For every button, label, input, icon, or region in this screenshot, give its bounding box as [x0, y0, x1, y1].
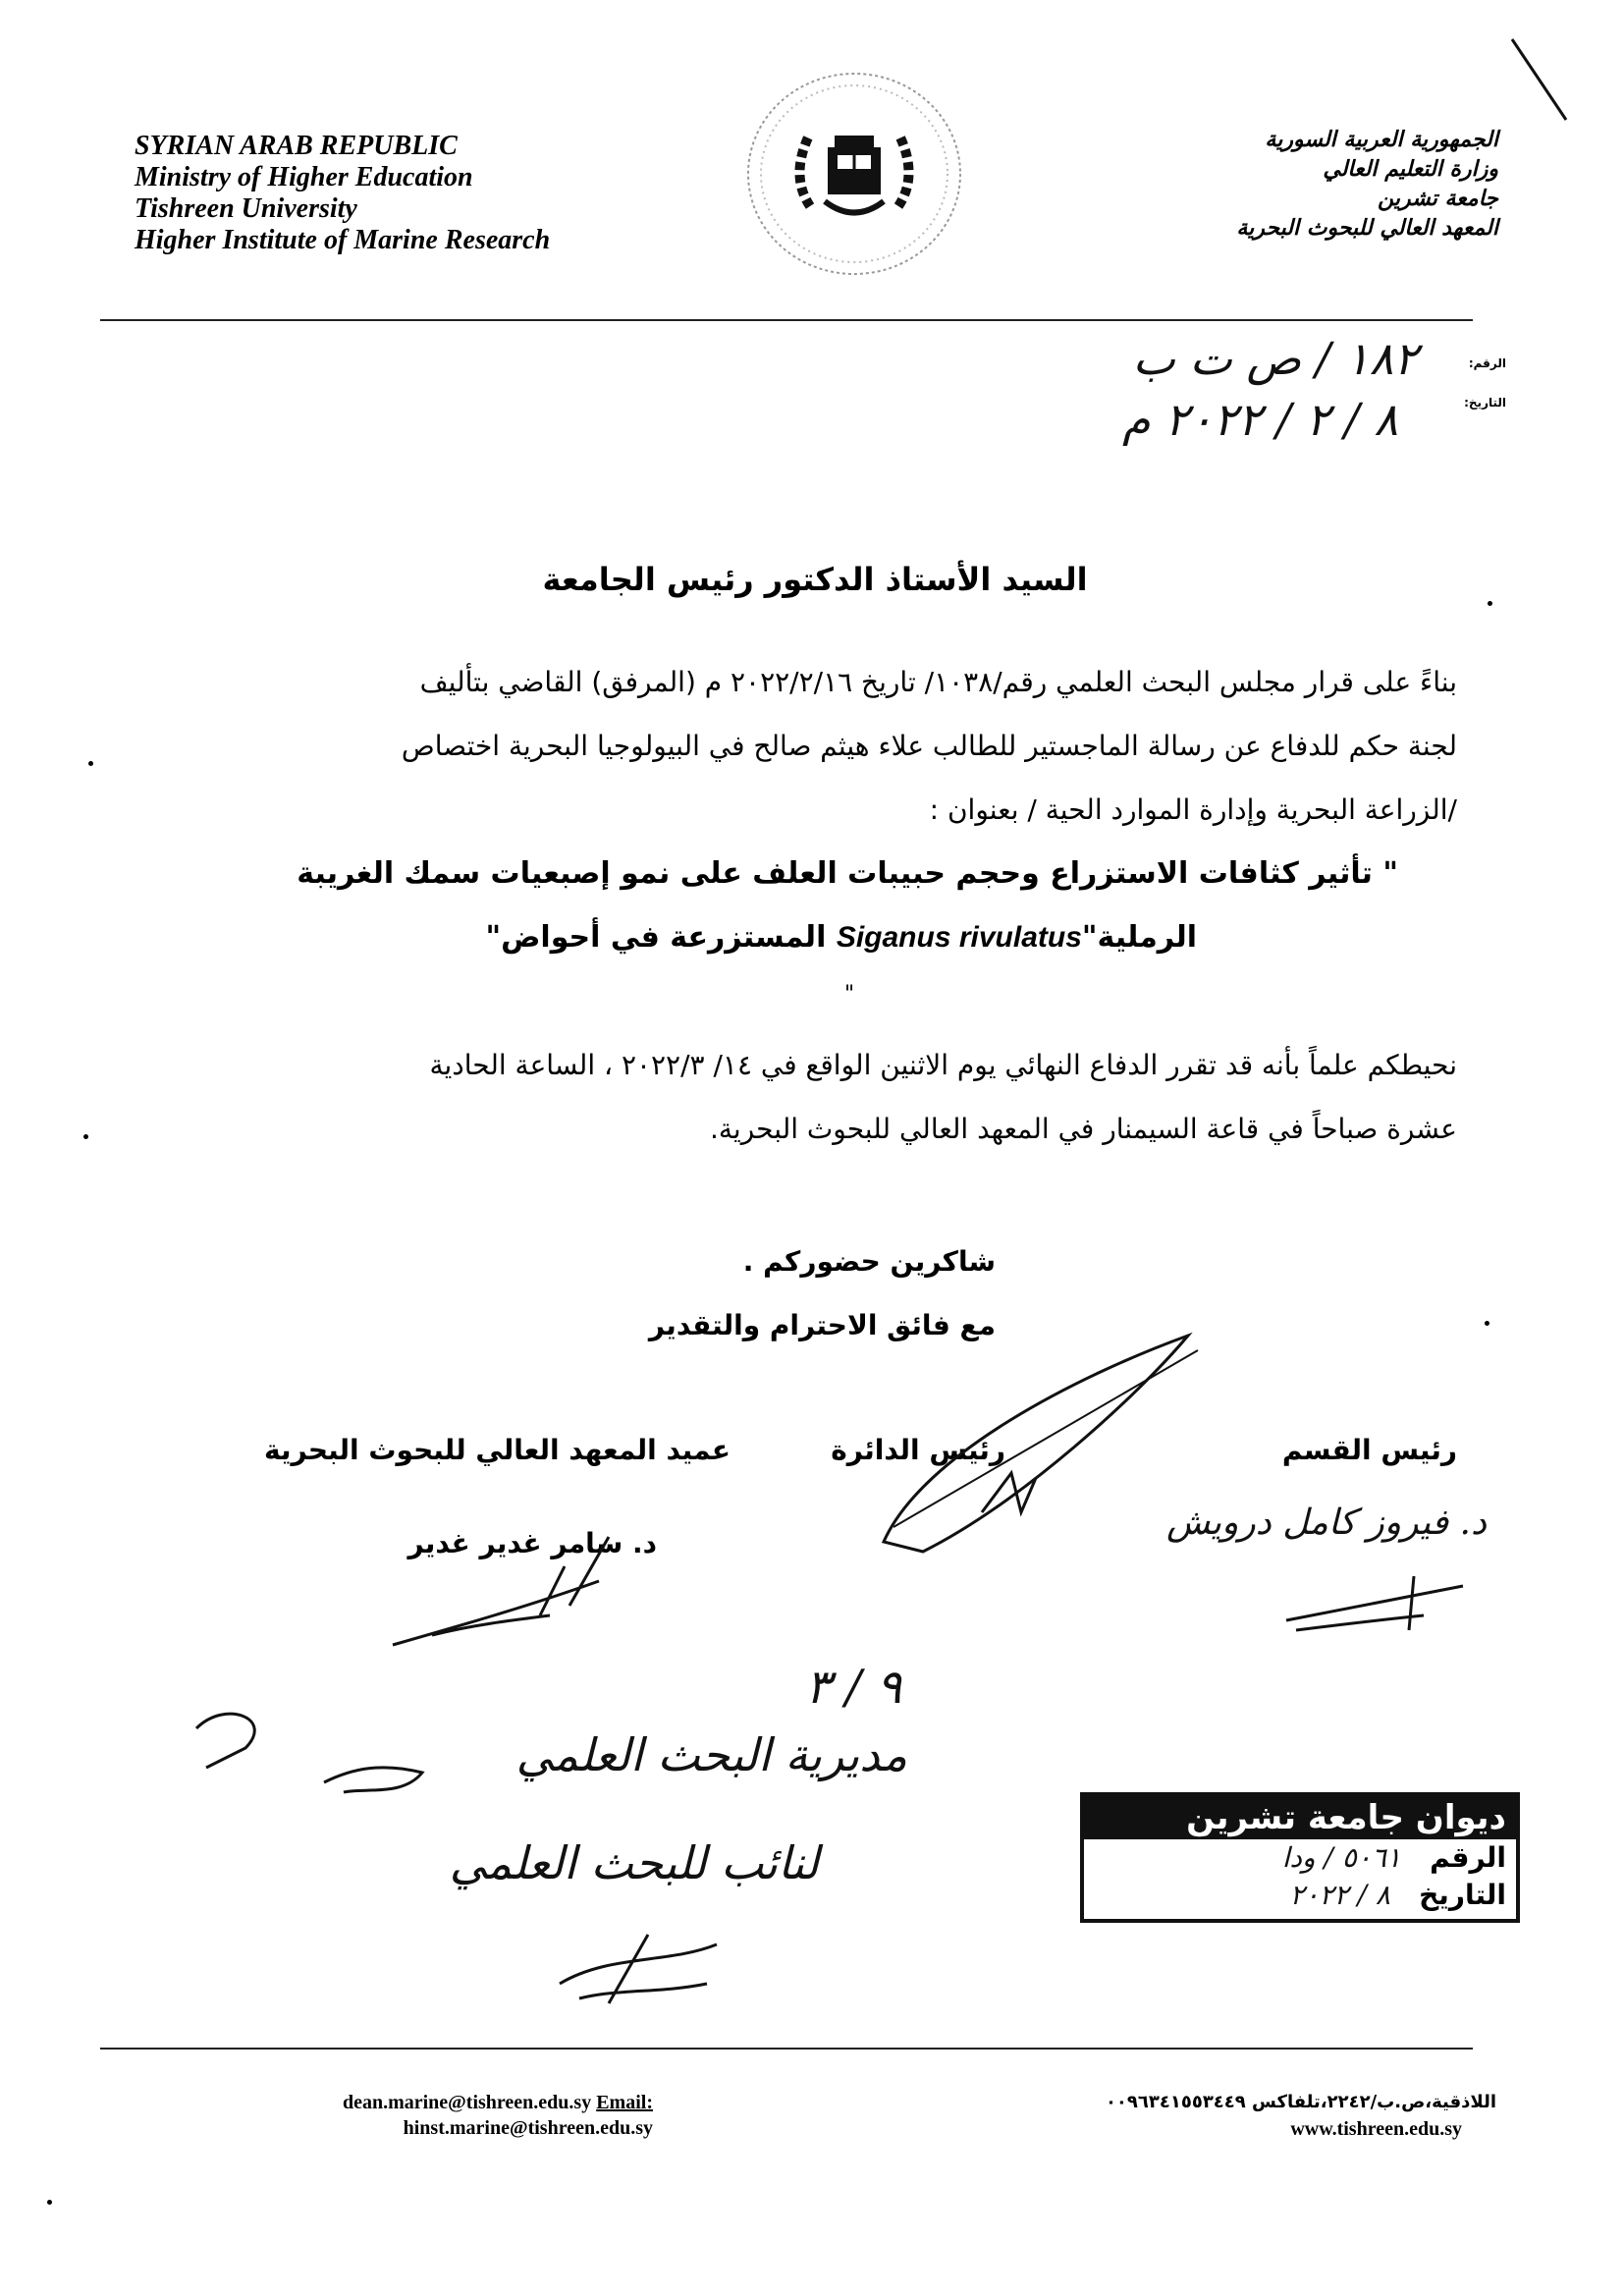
margin-dot	[1485, 1321, 1489, 1326]
footer-email-label: Email:	[596, 2092, 653, 2113]
country-name-ar: الجمهورية العربية السورية	[1265, 128, 1498, 152]
stamp-number-row	[1084, 1839, 1516, 1877]
closing-quote: "	[844, 982, 855, 1007]
thesis-title-post: المستزرعة في أحواض"	[485, 920, 827, 955]
body-line-2: لجنة حكم للدفاع عن رسالة الماجستير للطالب علاء هيثم صالح في البيولوجيا البحرية اختصاص	[401, 730, 1457, 762]
reference-date-label: التاريخ:	[1464, 396, 1506, 410]
dean-signature	[373, 1527, 628, 1655]
reference-labels	[1418, 344, 1506, 422]
directorate-signature	[864, 1316, 1218, 1571]
dept-head-name: د. فيروز كامل درويش	[1166, 1503, 1487, 1543]
lower-signature	[550, 1925, 727, 2013]
registry-stamp	[1080, 1792, 1520, 1923]
dept-head-title: رئيس القسم	[1281, 1434, 1457, 1466]
margin-dot	[88, 761, 93, 766]
salutation: السيد الأستاذ الدكتور رئيس الجامعة	[542, 561, 1088, 598]
institute-name-en: Higher Institute of Marine Research	[135, 225, 551, 255]
thesis-title-pre: الرملية"	[1081, 920, 1197, 955]
footer-email-1[interactable]: dean.marine@tishreen.edu.sy	[342, 2092, 592, 2113]
footer-address: اللاذقية،ص.ب/٢٢٤٢،تلفاكس ٠٠٩٦٣٤١٥٥٣٤٤٩	[1105, 2092, 1496, 2112]
margin-dot	[47, 2200, 52, 2205]
thesis-title-line-2	[485, 913, 1197, 962]
vice-president-signature	[187, 1699, 442, 1807]
dean-title: عميد المعهد العالي للبحوث البحرية	[264, 1434, 731, 1466]
country-name-en: SYRIAN ARAB REPUBLIC	[135, 131, 458, 161]
university-seal-logo	[741, 69, 967, 280]
footer-contact-left	[241, 2090, 653, 2141]
institute-name-ar: المعهد العالي للبحوث البحرية	[1236, 216, 1498, 241]
footer-divider	[100, 2048, 1473, 2050]
handwritten-note-vice-president: لنائب للبحث العلمي	[449, 1836, 819, 1889]
ministry-name-ar: وزارة التعليم العالي	[1323, 157, 1498, 182]
header-divider	[100, 319, 1473, 321]
body-line-4: نحيطكم علماً بأنه قد تقرر الدفاع النهائي يوم الاثنين الواقع في ١٤/ ٢٠٢٢/٣ ، الساعة الحادية	[429, 1049, 1457, 1081]
stamp-date-label: التاريخ	[1419, 1879, 1506, 1911]
arabic-letterhead	[1106, 126, 1498, 244]
body-line-3: /الزراعة البحرية وإدارة الموارد الحية / بعنوان :	[929, 793, 1457, 826]
english-letterhead	[135, 131, 645, 256]
body-line-1: بناءً على قرار مجلس البحث العلمي رقم/١٠٣٨/ تاريخ ٢٠٢٢/٢/١٦ م (المرفق) القاضي بتأليف	[419, 666, 1457, 698]
handwritten-note-date: ٩ / ٣	[805, 1660, 902, 1715]
dean-name: د. سامر غدير غدير	[407, 1527, 657, 1559]
footer-email-2[interactable]: hinst.marine@tishreen.edu.sy	[403, 2117, 653, 2139]
reference-date-value: ٨ / ٢ / ٢٠٢٢ م	[1122, 393, 1398, 446]
stamp-number-value: ٥٠٦١ / ودا	[1281, 1841, 1401, 1874]
corner-pen-mark	[1502, 29, 1581, 128]
university-name-ar: جامعة تشرين	[1378, 187, 1498, 211]
margin-dot	[1488, 601, 1492, 606]
reference-number-value: ١٨٢ / ص ت ب	[1132, 332, 1418, 385]
thesis-title-line-1: " تأثير كثافات الاستزراع وحجم حبيبات العلف على نمو إصبعيات سمك الغريبة	[297, 856, 1398, 891]
stamp-number-label: الرقم	[1430, 1841, 1506, 1874]
stamp-title: ديوان جامعة تشرين	[1084, 1796, 1516, 1839]
university-name-en: Tishreen University	[135, 193, 357, 224]
dept-head-signature	[1276, 1571, 1473, 1650]
thanks-line: شاكرين حضوركم .	[742, 1245, 996, 1278]
handwritten-note-directorate: مديرية البحث العلمي	[515, 1728, 907, 1781]
ministry-name-en: Ministry of Higher Education	[135, 162, 473, 192]
stamp-date-value: ٨ / ٢٠٢٢	[1289, 1879, 1390, 1911]
species-name: Siganus rivulatus	[836, 921, 1082, 954]
regards-line: مع فائق الاحترام والتقدير	[648, 1309, 996, 1341]
footer-website[interactable]: www.tishreen.edu.sy	[1290, 2118, 1462, 2140]
margin-dot	[83, 1134, 88, 1139]
reference-number-label: الرقم:	[1468, 356, 1506, 370]
directorate-head-title: رئيس الدائرة	[831, 1434, 1005, 1466]
stamp-date-row	[1084, 1877, 1516, 1914]
body-line-5: عشرة صباحاً في قاعة السيمنار في المعهد العالي للبحوث البحرية.	[710, 1113, 1457, 1145]
